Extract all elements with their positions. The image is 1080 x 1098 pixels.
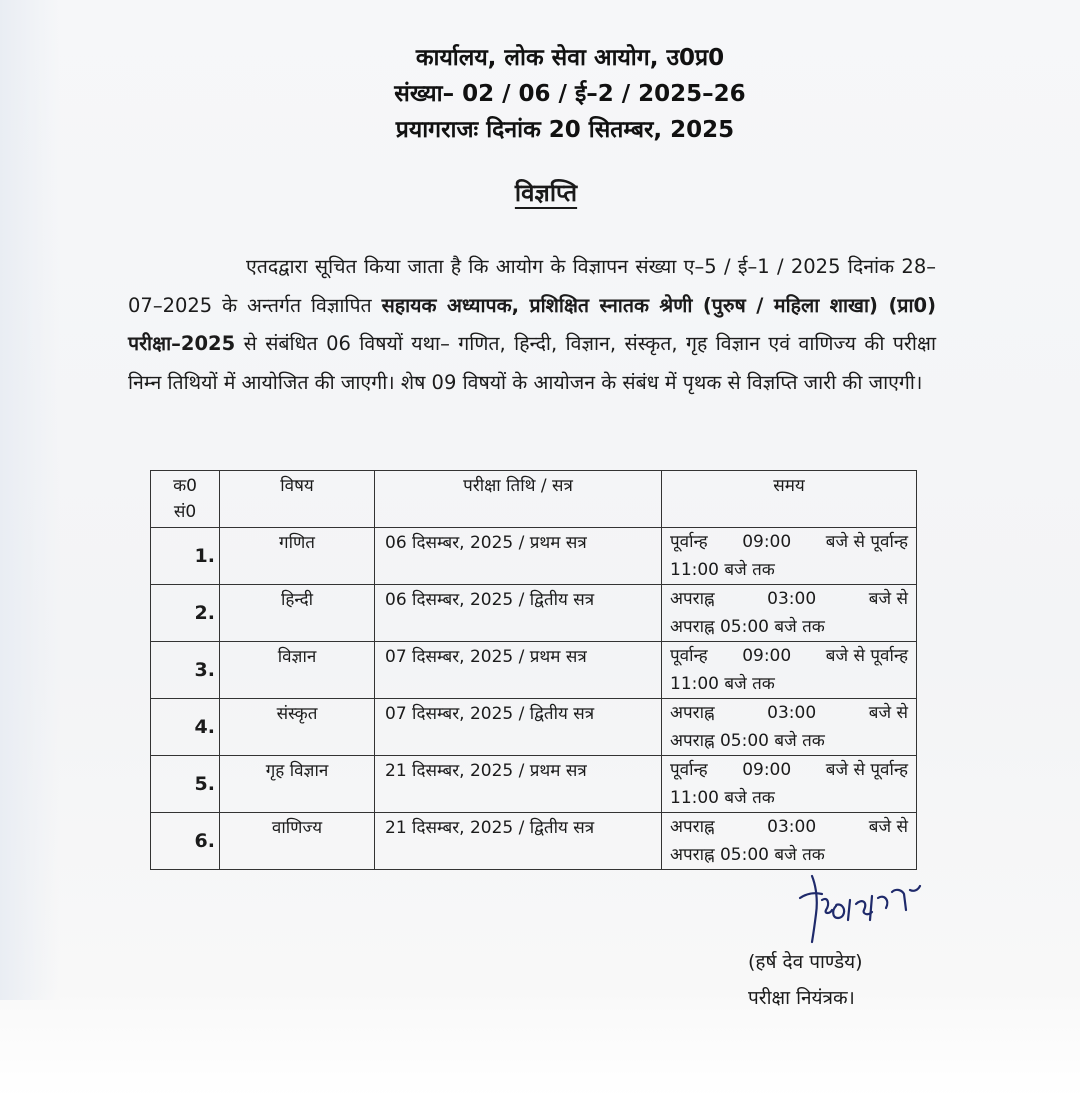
row-date-session: 06 दिसम्बर, 2025 / प्रथम सत्र bbox=[375, 528, 662, 585]
row-time-line1 bbox=[670, 699, 916, 727]
row-time-start: 03:00 bbox=[767, 589, 817, 609]
office-name: कार्यालय, लोक सेवा आयोग, उ0प्र0 bbox=[415, 45, 725, 71]
col-header-serial bbox=[151, 471, 220, 528]
row-time-line2: 11:00 बजे तक bbox=[670, 674, 775, 694]
row-time-line2: 11:00 बजे तक bbox=[670, 788, 775, 808]
row-date-session: 07 दिसम्बर, 2025 / द्वितीय सत्र bbox=[375, 699, 662, 756]
row-time-period: पूर्वान्ह bbox=[670, 646, 708, 666]
row-serial: 6. bbox=[151, 813, 220, 870]
row-time-connector: बजे से bbox=[868, 589, 908, 609]
row-time-start: 09:00 bbox=[742, 646, 792, 666]
exam-schedule-table bbox=[150, 470, 917, 870]
col-header-time: समय bbox=[662, 471, 917, 528]
col-header-date: परीक्षा तिथि / सत्र bbox=[375, 471, 662, 528]
row-time bbox=[662, 813, 917, 870]
exam-name: सहायक अध्यापक, प्रशिक्षित स्नातक श्रेणी (पुरुष / महिला शाखा) (प्रा0) परीक्षा–2025 bbox=[128, 293, 936, 355]
row-time-line2: अपराह्न 05:00 बजे तक bbox=[670, 845, 825, 865]
row-time-line2: अपराह्न 05:00 बजे तक bbox=[670, 731, 825, 751]
row-time-line1 bbox=[670, 642, 916, 670]
row-time bbox=[662, 756, 917, 813]
row-subject: गणित bbox=[220, 528, 375, 585]
row-time-line2: 11:00 बजे तक bbox=[670, 560, 775, 580]
row-time-connector: बजे से bbox=[868, 703, 908, 723]
row-serial: 1. bbox=[151, 528, 220, 585]
row-time-period: अपराह्न bbox=[670, 817, 715, 837]
row-time-period: अपराह्न bbox=[670, 589, 715, 609]
row-time-period: पूर्वान्ह bbox=[670, 760, 708, 780]
row-date-session: 21 दिसम्बर, 2025 / द्वितीय सत्र bbox=[375, 813, 662, 870]
row-time bbox=[662, 699, 917, 756]
row-serial: 2. bbox=[151, 585, 220, 642]
row-subject: वाणिज्य bbox=[220, 813, 375, 870]
row-time bbox=[662, 528, 917, 585]
row-date-session: 07 दिसम्बर, 2025 / प्रथम सत्र bbox=[375, 642, 662, 699]
row-serial: 3. bbox=[151, 642, 220, 699]
row-time-line1 bbox=[670, 585, 916, 613]
row-time-start: 09:00 bbox=[742, 532, 792, 552]
row-time-connector: बजे से पूर्वान्ह bbox=[825, 532, 908, 552]
col-header-serial-line2: सं0 bbox=[173, 502, 197, 522]
notice-body bbox=[128, 248, 936, 402]
row-time-period: पूर्वान्ह bbox=[670, 532, 708, 552]
table-row bbox=[151, 699, 917, 756]
row-subject: संस्कृत bbox=[220, 699, 375, 756]
row-serial: 5. bbox=[151, 756, 220, 813]
col-header-serial-line1: क0 bbox=[173, 476, 197, 496]
row-time-connector: बजे से पूर्वान्ह bbox=[825, 646, 908, 666]
row-date-session: 21 दिसम्बर, 2025 / प्रथम सत्र bbox=[375, 756, 662, 813]
row-time-start: 03:00 bbox=[767, 703, 817, 723]
handwritten-signature bbox=[770, 870, 930, 950]
row-subject: विज्ञान bbox=[220, 642, 375, 699]
table-row bbox=[151, 756, 917, 813]
signatory-designation: परीक्षा नियंत्रक। bbox=[748, 987, 855, 1009]
row-time-line2: अपराह्न 05:00 बजे तक bbox=[670, 617, 825, 637]
row-serial: 4. bbox=[151, 699, 220, 756]
table-row bbox=[151, 813, 917, 870]
body-part-2: से संबंधित 06 विषयों यथा– गणित, हिन्दी, विज्ञान, संस्कृत, गृह विज्ञान एवं वाणिज्य की परीक्षा निम्न तिथियों में आयोजित की जाएगी। शेष 09 विषयों के आयोजन के संबंध में पृथक से विज्ञप्ति जारी की जाएगी। bbox=[128, 332, 936, 394]
row-time-line1 bbox=[670, 756, 916, 784]
signatory-name: (हर्ष देव पाण्डेय) bbox=[748, 951, 863, 973]
notice-title: विज्ञप्ति bbox=[514, 179, 578, 207]
row-subject: हिन्दी bbox=[220, 585, 375, 642]
signatory-block bbox=[748, 944, 863, 1016]
row-date-session: 06 दिसम्बर, 2025 / द्वितीय सत्र bbox=[375, 585, 662, 642]
notice-title-wrap bbox=[0, 176, 1080, 209]
row-subject: गृह विज्ञान bbox=[220, 756, 375, 813]
body-part-1: एतदद्वारा सूचित किया जाता है कि आयोग के विज्ञापन संख्या ए–5 / ई–1 / 2025 दिनांक 28–07–2025 के अन्तर्गत विज्ञापित bbox=[128, 255, 936, 317]
table-row bbox=[151, 528, 917, 585]
table-header-row bbox=[151, 471, 917, 528]
row-time-period: अपराह्न bbox=[670, 703, 715, 723]
place-date: प्रयागराजः दिनांक 20 सितम्बर, 2025 bbox=[395, 117, 735, 143]
row-time-start: 09:00 bbox=[742, 760, 792, 780]
row-time-line1 bbox=[670, 813, 916, 841]
row-time bbox=[662, 585, 917, 642]
row-time-connector: बजे से bbox=[868, 817, 908, 837]
office-header bbox=[0, 40, 1080, 148]
row-time bbox=[662, 642, 917, 699]
table-row bbox=[151, 585, 917, 642]
table-row bbox=[151, 642, 917, 699]
row-time-line1 bbox=[670, 528, 916, 556]
reference-number: संख्या– 02 / 06 / ई–2 / 2025–26 bbox=[394, 81, 746, 107]
row-time-start: 03:00 bbox=[767, 817, 817, 837]
col-header-subject: विषय bbox=[220, 471, 375, 528]
row-time-connector: बजे से पूर्वान्ह bbox=[825, 760, 908, 780]
